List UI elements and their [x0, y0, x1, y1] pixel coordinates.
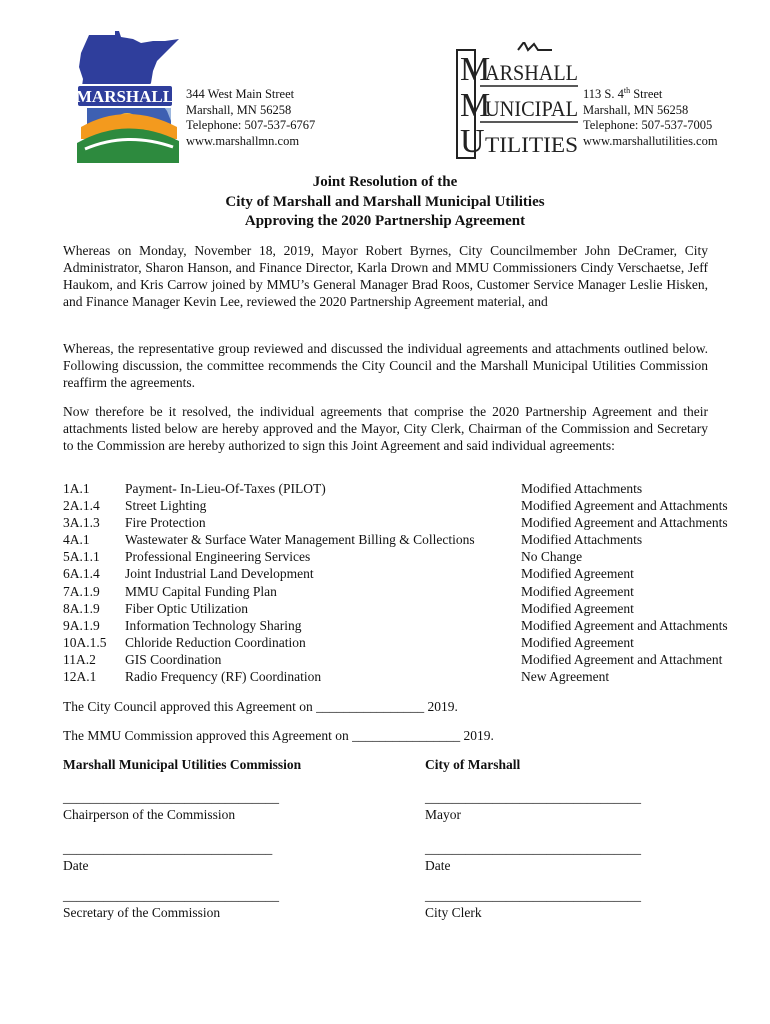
agreement-number: 9A.1.9 — [63, 617, 100, 633]
agreement-row — [63, 651, 763, 668]
agreement-row — [63, 548, 763, 565]
city-of-marshall-heading: City of Marshall — [425, 757, 521, 772]
city-clerk-signature-line[interactable]: ________________________________ — [425, 888, 641, 903]
commission-date-line[interactable]: _______________________________ — [63, 841, 273, 856]
city-address-street: 344 West Main Street — [186, 87, 295, 101]
agreement-status: Modified Agreement — [521, 583, 634, 599]
agreements-list — [63, 480, 763, 685]
agreement-status: No Change — [521, 549, 583, 565]
mmu-address-phone: Telephone: 507-537-7005 — [583, 118, 713, 132]
agreement-status: Modified Agreement and Attachments — [521, 515, 728, 531]
agreement-number: 1A.1 — [63, 481, 90, 496]
city-address-website: www.marshallmn.com — [186, 133, 300, 148]
svg-text:U: U — [460, 123, 485, 160]
agreement-description: Information Technology Sharing — [125, 617, 302, 633]
agreement-description: Joint Industrial Land Development — [125, 566, 314, 582]
agreement-number: 5A.1.1 — [63, 549, 100, 565]
svg-text:M: M — [460, 51, 491, 88]
mmu-address-city: Marshall, MN 56258 — [583, 102, 689, 117]
agreement-row — [63, 497, 763, 514]
agreement-description: Chloride Reduction Coordination — [125, 634, 306, 650]
document-title — [0, 173, 770, 232]
agreement-number: 11A.2 — [63, 651, 96, 667]
agreement-number: 10A.1.5 — [63, 634, 107, 650]
city-date-line[interactable]: ________________________________ — [425, 841, 641, 856]
mmu-logo — [456, 42, 580, 160]
agreement-row — [63, 514, 763, 531]
agreement-description: Fire Protection — [125, 515, 206, 531]
agreement-description: Street Lighting — [125, 498, 207, 514]
agreement-number: 3A.1.3 — [63, 515, 100, 531]
city-council-approval-line: The City Council approved this Agreement on ________________ 2019. — [63, 699, 458, 714]
city-clerk-label: City Clerk — [425, 905, 482, 920]
agreement-status: Modified Agreement — [521, 634, 634, 650]
agreement-number: 7A.1.9 — [63, 583, 100, 599]
mmu-logo-flourish — [518, 42, 552, 50]
agreement-status: Modified Attachments — [521, 532, 643, 548]
agreement-number: 2A.1.4 — [63, 498, 100, 514]
agreement-status: Modified Agreement — [521, 600, 634, 616]
agreement-description: Radio Frequency (RF) Coordination — [125, 669, 322, 685]
mmu-logo-line-1: ARSHALL — [485, 60, 578, 85]
agreement-row — [63, 480, 763, 497]
mayor-signature-line[interactable]: ________________________________ — [425, 790, 641, 805]
agreement-description: MMU Capital Funding Plan — [125, 583, 277, 599]
whereas-paragraph-1: Whereas on Monday, November 18, 2019, Mayor Robert Byrnes, City Councilmember John DeCramer, City Administrator, Sharon Hanson, and Finance Director, Karla Drown and MMU Commissioners Cindy Verschaetse, Jeff Haukom, and Kris Carrow joined by MMU’s General Manager Brad Roos, Customer Service Manager Leslie Hisken, and Finance Manager Kevin Lee, reviewed the 2020 Partnership Agreement material, and — [63, 243, 708, 309]
city-address-block — [186, 87, 315, 149]
agreement-row — [63, 600, 763, 617]
agreement-status: Modified Attachments — [521, 481, 643, 496]
agreement-status: Modified Agreement and Attachments — [521, 617, 728, 633]
agreement-status: Modified Agreement and Attachments — [521, 498, 728, 514]
mmu-address-block — [583, 87, 718, 149]
mayor-label: Mayor — [425, 807, 461, 822]
mmu-logo-line-3: TILITIES — [485, 132, 578, 157]
title-line-2: City of Marshall and Marshall Municipal Utilities — [225, 193, 545, 210]
secretary-signature-line[interactable]: ________________________________ — [63, 888, 279, 903]
agreement-description: GIS Coordination — [125, 651, 222, 667]
agreement-number: 12A.1 — [63, 669, 97, 685]
agreement-status: Modified Agreement — [521, 566, 634, 582]
title-line-3: Approving the 2020 Partnership Agreement — [244, 213, 526, 229]
mmu-commission-heading: Marshall Municipal Utilities Commission — [63, 757, 302, 772]
city-address-phone: Telephone: 507-537-6767 — [186, 118, 316, 132]
mmu-commission-approval-line: The MMU Commission approved this Agreement on ________________ 2019. — [63, 728, 494, 743]
agreement-description: Payment- In-Lieu-Of-Taxes (PILOT) — [125, 481, 326, 496]
agreement-description: Professional Engineering Services — [125, 549, 311, 565]
chairperson-label: Chairperson of the Commission — [63, 807, 236, 822]
agreement-row — [63, 668, 763, 685]
chairperson-signature-line[interactable]: ________________________________ — [63, 790, 279, 805]
resolution-paragraph: Now therefore be it resolved, the individual agreements that comprise the 2020 Partnership Agreement and their attachments listed below are hereby approved and the Mayor, City Clerk, Chairman of the Commission and Secretary to the Commission are hereby authorized to sign this Joint Agreement and said individual agreements: — [63, 404, 708, 453]
commission-date-label: Date — [63, 858, 89, 873]
mmu-address-website: www.marshallutilities.com — [583, 133, 718, 148]
svg-text:M: M — [460, 87, 491, 124]
agreement-description: Wastewater & Surface Water Management Billing & Collections — [125, 532, 475, 548]
whereas-paragraph-2: Whereas, the representative group reviewed and discussed the individual agreements and attachments outlined below. Following discussion, the committee recommends the City Council and the Marshall Municipal Utilities Commission reaffirm the agreements. — [63, 341, 708, 390]
secretary-label: Secretary of the Commission — [63, 905, 221, 920]
agreement-row — [63, 617, 763, 634]
agreement-row — [63, 634, 763, 651]
title-line-1: Joint Resolution of the — [312, 174, 458, 190]
agreement-row — [63, 583, 763, 600]
mmu-address-street: 113 S. 4th Street — [583, 85, 663, 101]
agreement-number: 4A.1 — [63, 532, 90, 548]
city-date-label: Date — [425, 858, 451, 873]
city-address-city: Marshall, MN 56258 — [186, 102, 292, 117]
agreement-row — [63, 565, 763, 582]
agreement-status: Modified Agreement and Attachment — [521, 651, 723, 667]
agreement-number: 6A.1.4 — [63, 566, 100, 582]
city-of-marshall-logo — [75, 31, 183, 163]
agreement-status: New Agreement — [521, 669, 610, 685]
agreement-row — [63, 531, 763, 548]
agreement-number: 8A.1.9 — [63, 600, 100, 616]
mmu-logo-line-2: UNICIPAL — [485, 96, 578, 121]
agreement-description: Fiber Optic Utilization — [125, 600, 248, 616]
marshall-banner-text: MARSHALL — [75, 87, 175, 106]
